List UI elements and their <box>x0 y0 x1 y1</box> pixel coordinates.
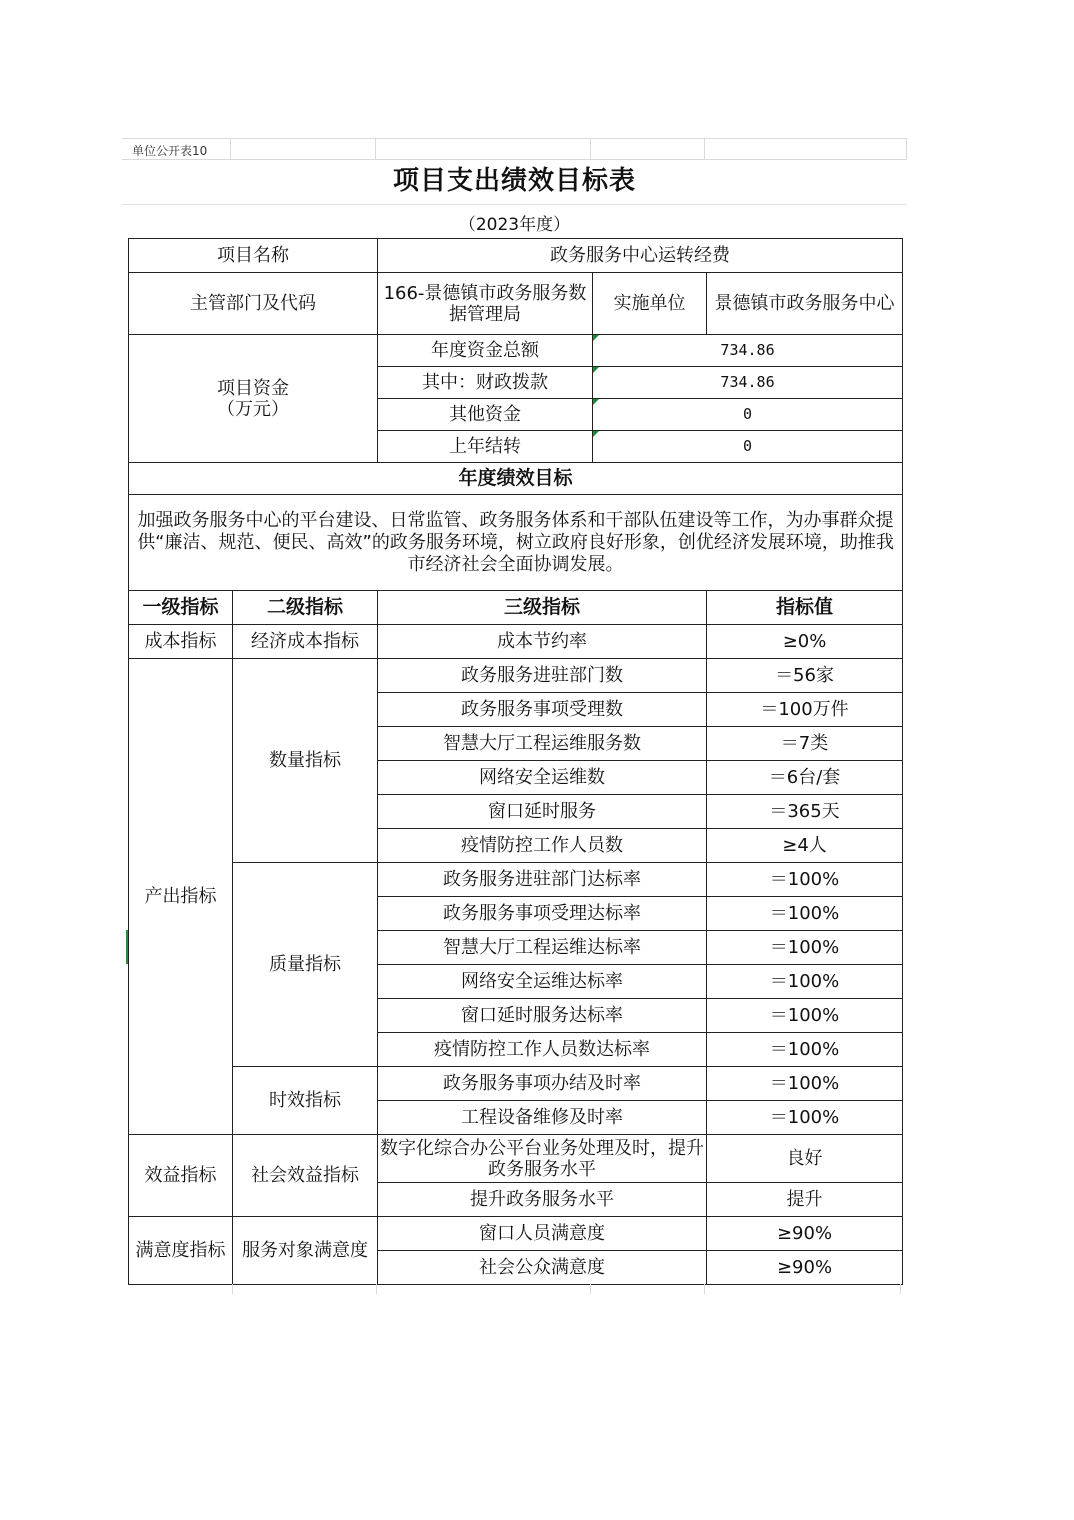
project-name-value[interactable]: 政务服务中心运转经费 <box>378 239 903 273</box>
indicator-value[interactable]: ＝100% <box>707 965 903 999</box>
indicator-name: 成本节约率 <box>378 625 707 659</box>
header-level3: 三级指标 <box>378 591 707 625</box>
funds-label-line2: （万元） <box>217 398 289 420</box>
indicator-value[interactable]: ≥90% <box>707 1217 903 1251</box>
quality-level2: 质量指标 <box>233 863 378 1067</box>
output-level1: 产出指标 <box>129 659 233 1135</box>
fund-carryover-label: 上年结转 <box>378 431 593 463</box>
table-row <box>129 863 903 897</box>
indicator-name: 智慧大厅工程运维达标率 <box>378 931 707 965</box>
indicator-name: 网络安全运维达标率 <box>378 965 707 999</box>
table-row <box>129 463 903 495</box>
fund-carryover-value[interactable]: 0 <box>593 431 903 463</box>
fund-total-label: 年度资金总额 <box>378 335 593 367</box>
department-value[interactable]: 166-景德镇市政务服务数据管理局 <box>378 273 593 335</box>
table-row <box>129 335 903 367</box>
fund-total-value[interactable]: 734.86 <box>593 335 903 367</box>
indicator-value[interactable]: ＝100% <box>707 1101 903 1135</box>
indicator-value[interactable]: ＝100% <box>707 999 903 1033</box>
header-level2: 二级指标 <box>233 591 378 625</box>
indicator-value[interactable]: ＝56家 <box>707 659 903 693</box>
report-year: （2023年度） <box>458 215 571 235</box>
table-row <box>129 591 903 625</box>
indicator-name: 提升政务服务水平 <box>378 1183 707 1217</box>
indicator-value[interactable]: ＝100% <box>707 931 903 965</box>
header-level1: 一级指标 <box>129 591 233 625</box>
table-row <box>129 1135 903 1183</box>
row-separator <box>122 204 907 205</box>
spreadsheet-footer-gridlines <box>122 1284 907 1294</box>
table-row <box>129 1067 903 1101</box>
indicator-value[interactable]: ＝100% <box>707 1067 903 1101</box>
indicator-name: 智慧大厅工程运维服务数 <box>378 727 707 761</box>
satisfaction-level1: 满意度指标 <box>129 1217 233 1285</box>
indicator-value[interactable]: ＝100% <box>707 1033 903 1067</box>
table-row <box>129 273 903 335</box>
spreadsheet-sheet <box>122 138 907 1293</box>
indicator-name: 政务服务进驻部门达标率 <box>378 863 707 897</box>
indicator-name: 政务服务事项受理达标率 <box>378 897 707 931</box>
fund-other-label: 其他资金 <box>378 399 593 431</box>
indicator-name: 窗口延时服务 <box>378 795 707 829</box>
indicator-value[interactable]: ≥4人 <box>707 829 903 863</box>
table-row <box>129 625 903 659</box>
page-title: 项目支出绩效目标表 <box>392 166 636 196</box>
sheet-label: 单位公开表10 <box>132 144 208 158</box>
implementer-label: 实施单位 <box>593 273 707 335</box>
indicator-value[interactable]: ＝365天 <box>707 795 903 829</box>
indicator-name: 窗口延时服务达标率 <box>378 999 707 1033</box>
indicator-name: 疫情防控工作人员数达标率 <box>378 1033 707 1067</box>
department-label: 主管部门及代码 <box>129 273 378 335</box>
performance-target-table <box>128 238 903 1285</box>
table-row <box>129 239 903 273</box>
header-value: 指标值 <box>707 591 903 625</box>
table-row <box>129 1217 903 1251</box>
quantity-level2: 数量指标 <box>233 659 378 863</box>
cost-level1: 成本指标 <box>129 625 233 659</box>
project-name-label: 项目名称 <box>129 239 378 273</box>
indicator-value[interactable]: 提升 <box>707 1183 903 1217</box>
satisfaction-level2: 服务对象满意度 <box>233 1217 378 1285</box>
fund-fiscal-value[interactable]: 734.86 <box>593 367 903 399</box>
indicator-name: 窗口人员满意度 <box>378 1217 707 1251</box>
fund-other-value[interactable]: 0 <box>593 399 903 431</box>
indicator-value[interactable]: ＝6台/套 <box>707 761 903 795</box>
funds-label-line1: 项目资金 <box>217 377 289 399</box>
table-row <box>129 495 903 591</box>
indicator-name: 政务服务事项办结及时率 <box>378 1067 707 1101</box>
indicator-name: 网络安全运维数 <box>378 761 707 795</box>
indicator-name: 疫情防控工作人员数 <box>378 829 707 863</box>
table-row <box>129 659 903 693</box>
benefit-level1: 效益指标 <box>129 1135 233 1217</box>
spreadsheet-header-gridlines <box>122 138 907 160</box>
fund-fiscal-label: 其中：财政拨款 <box>378 367 593 399</box>
indicator-name: 政务服务事项受理数 <box>378 693 707 727</box>
cost-level2: 经济成本指标 <box>233 625 378 659</box>
indicator-name: 社会公众满意度 <box>378 1251 707 1285</box>
indicator-value[interactable]: ≥90% <box>707 1251 903 1285</box>
indicator-value[interactable]: 良好 <box>707 1135 903 1183</box>
funds-label <box>129 335 378 463</box>
indicator-name: 工程设备维修及时率 <box>378 1101 707 1135</box>
indicator-value[interactable]: ＝7类 <box>707 727 903 761</box>
indicator-value[interactable]: ≥0% <box>707 625 903 659</box>
indicator-value[interactable]: ＝100% <box>707 863 903 897</box>
indicator-value[interactable]: ＝100万件 <box>707 693 903 727</box>
implementer-value[interactable]: 景德镇市政务服务中心 <box>707 273 903 335</box>
timeliness-level2: 时效指标 <box>233 1067 378 1135</box>
indicator-value[interactable]: ＝100% <box>707 897 903 931</box>
annual-goal-heading: 年度绩效目标 <box>129 463 903 495</box>
indicator-name: 数字化综合办公平台业务处理及时，提升政务服务水平 <box>378 1135 707 1183</box>
indicator-name: 政务服务进驻部门数 <box>378 659 707 693</box>
annual-goal-text[interactable]: 加强政务服务中心的平台建设、日常监管、政务服务体系和干部队伍建设等工作，为办事群众提供“廉洁、规范、便民、高效”的政务服务环境，树立政府良好形象，创优经济发展环境，助推我市经济社会全面协调发展。 <box>129 495 903 591</box>
benefit-level2: 社会效益指标 <box>233 1135 378 1217</box>
